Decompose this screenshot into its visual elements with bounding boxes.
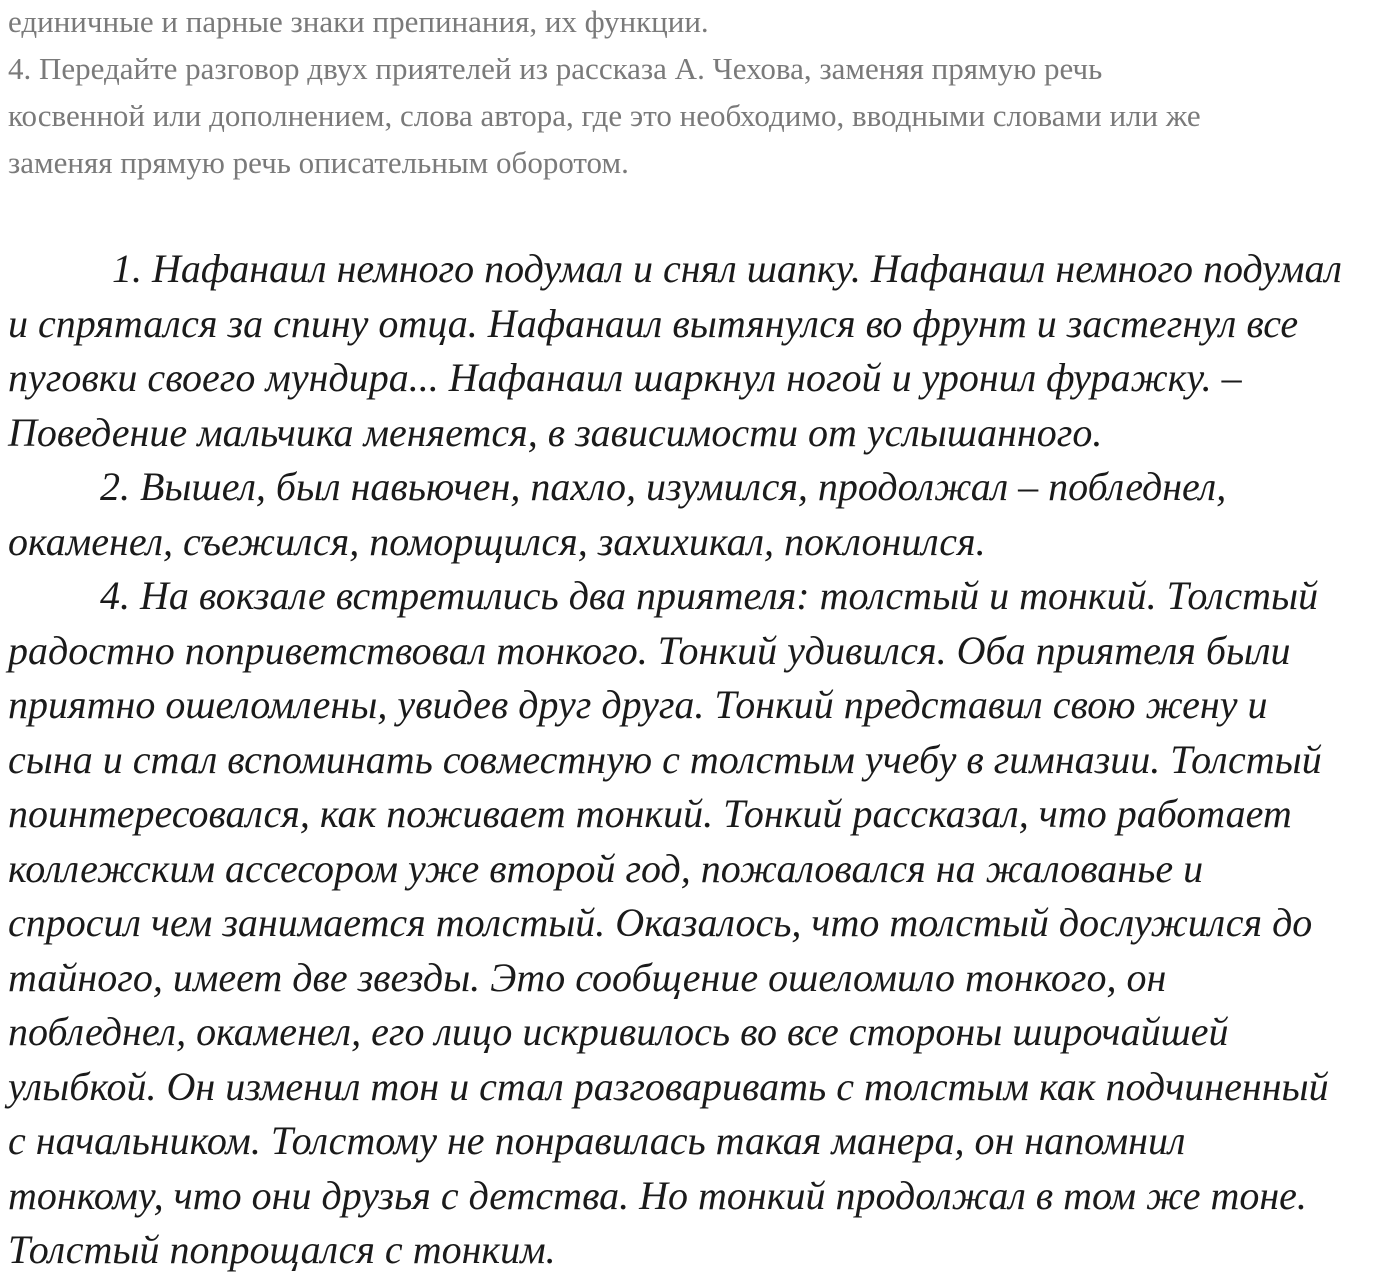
answer-line: Толстый попрощался с тонким. [8, 1227, 556, 1272]
answer-line: с начальником. Толстому не понравилась такая манера, он напомнил [8, 1118, 1186, 1163]
answer-line: окаменел, съежился, поморщился, захихикал, поклонился. [8, 518, 986, 564]
answer-line: побледнел, окаменел, его лицо искривилось во все стороны широчайшей [8, 1009, 1229, 1054]
task-line: единичные и парные знаки препинания, их функции. [8, 4, 709, 39]
answer-line: спросил чем занимается толстый. Оказалось, что толстый дослужился до [8, 900, 1313, 945]
answer-line: сына и стал вспоминать совместную с толстым учебу в гимназии. Толстый [8, 736, 1322, 782]
answer-line: и спрятался за спину отца. Нафанаил вытянулся во фрунт и застегнул все [8, 300, 1299, 346]
answer-line: коллежским ассесором уже второй год, пожаловался на жалованье и [8, 845, 1204, 891]
answer-text [8, 242, 1392, 1278]
answer-line: радостно поприветствовал тонкого. Тонкий удивился. Оба приятеля были [8, 627, 1291, 673]
answer-line: 2. Вышел, был навьючен, пахло, изумился, продолжал – побледнел, [100, 464, 1227, 509]
answer-line: пуговки своего мундира... Нафанаил шаркнул ногой и уронил фуражку. – [8, 355, 1242, 400]
task-line: заменяя прямую речь описательным оборотом. [8, 145, 629, 180]
task-line: косвенной или дополнением, слова автора, где это необходимо, вводными словами или же [8, 98, 1201, 133]
answer-line: поинтересовался, как поживает тонкий. Тонкий рассказал, что работает [8, 791, 1292, 836]
answer-line: 1. Нафанаил немного подумал и снял шапку. Нафанаил немного подумал [112, 246, 1342, 291]
task-line: 4. Передайте разговор двух приятелей из рассказа А. Чехова, заменяя прямую речь [8, 51, 1103, 86]
answer-line: тайного, имеет две звезды. Это сообщение ошеломило тонкого, он [8, 954, 1167, 1000]
answer-line: 4. На вокзале встретились два приятеля: толстый и тонкий. Толстый [100, 573, 1319, 618]
answer-line: улыбкой. Он изменил тон и стал разговаривать с толстым как подчиненный [8, 1063, 1329, 1109]
answer-line: приятно ошеломлены, увидев друг друга. Тонкий представил свою жену и [8, 682, 1268, 727]
answer-line: тонкому, что они друзья с детства. Но тонкий продолжал в том же тоне. [8, 1172, 1307, 1218]
task-text [8, 0, 1392, 186]
answer-line: Поведение мальчика меняется, в зависимости от услышанного. [8, 409, 1103, 455]
